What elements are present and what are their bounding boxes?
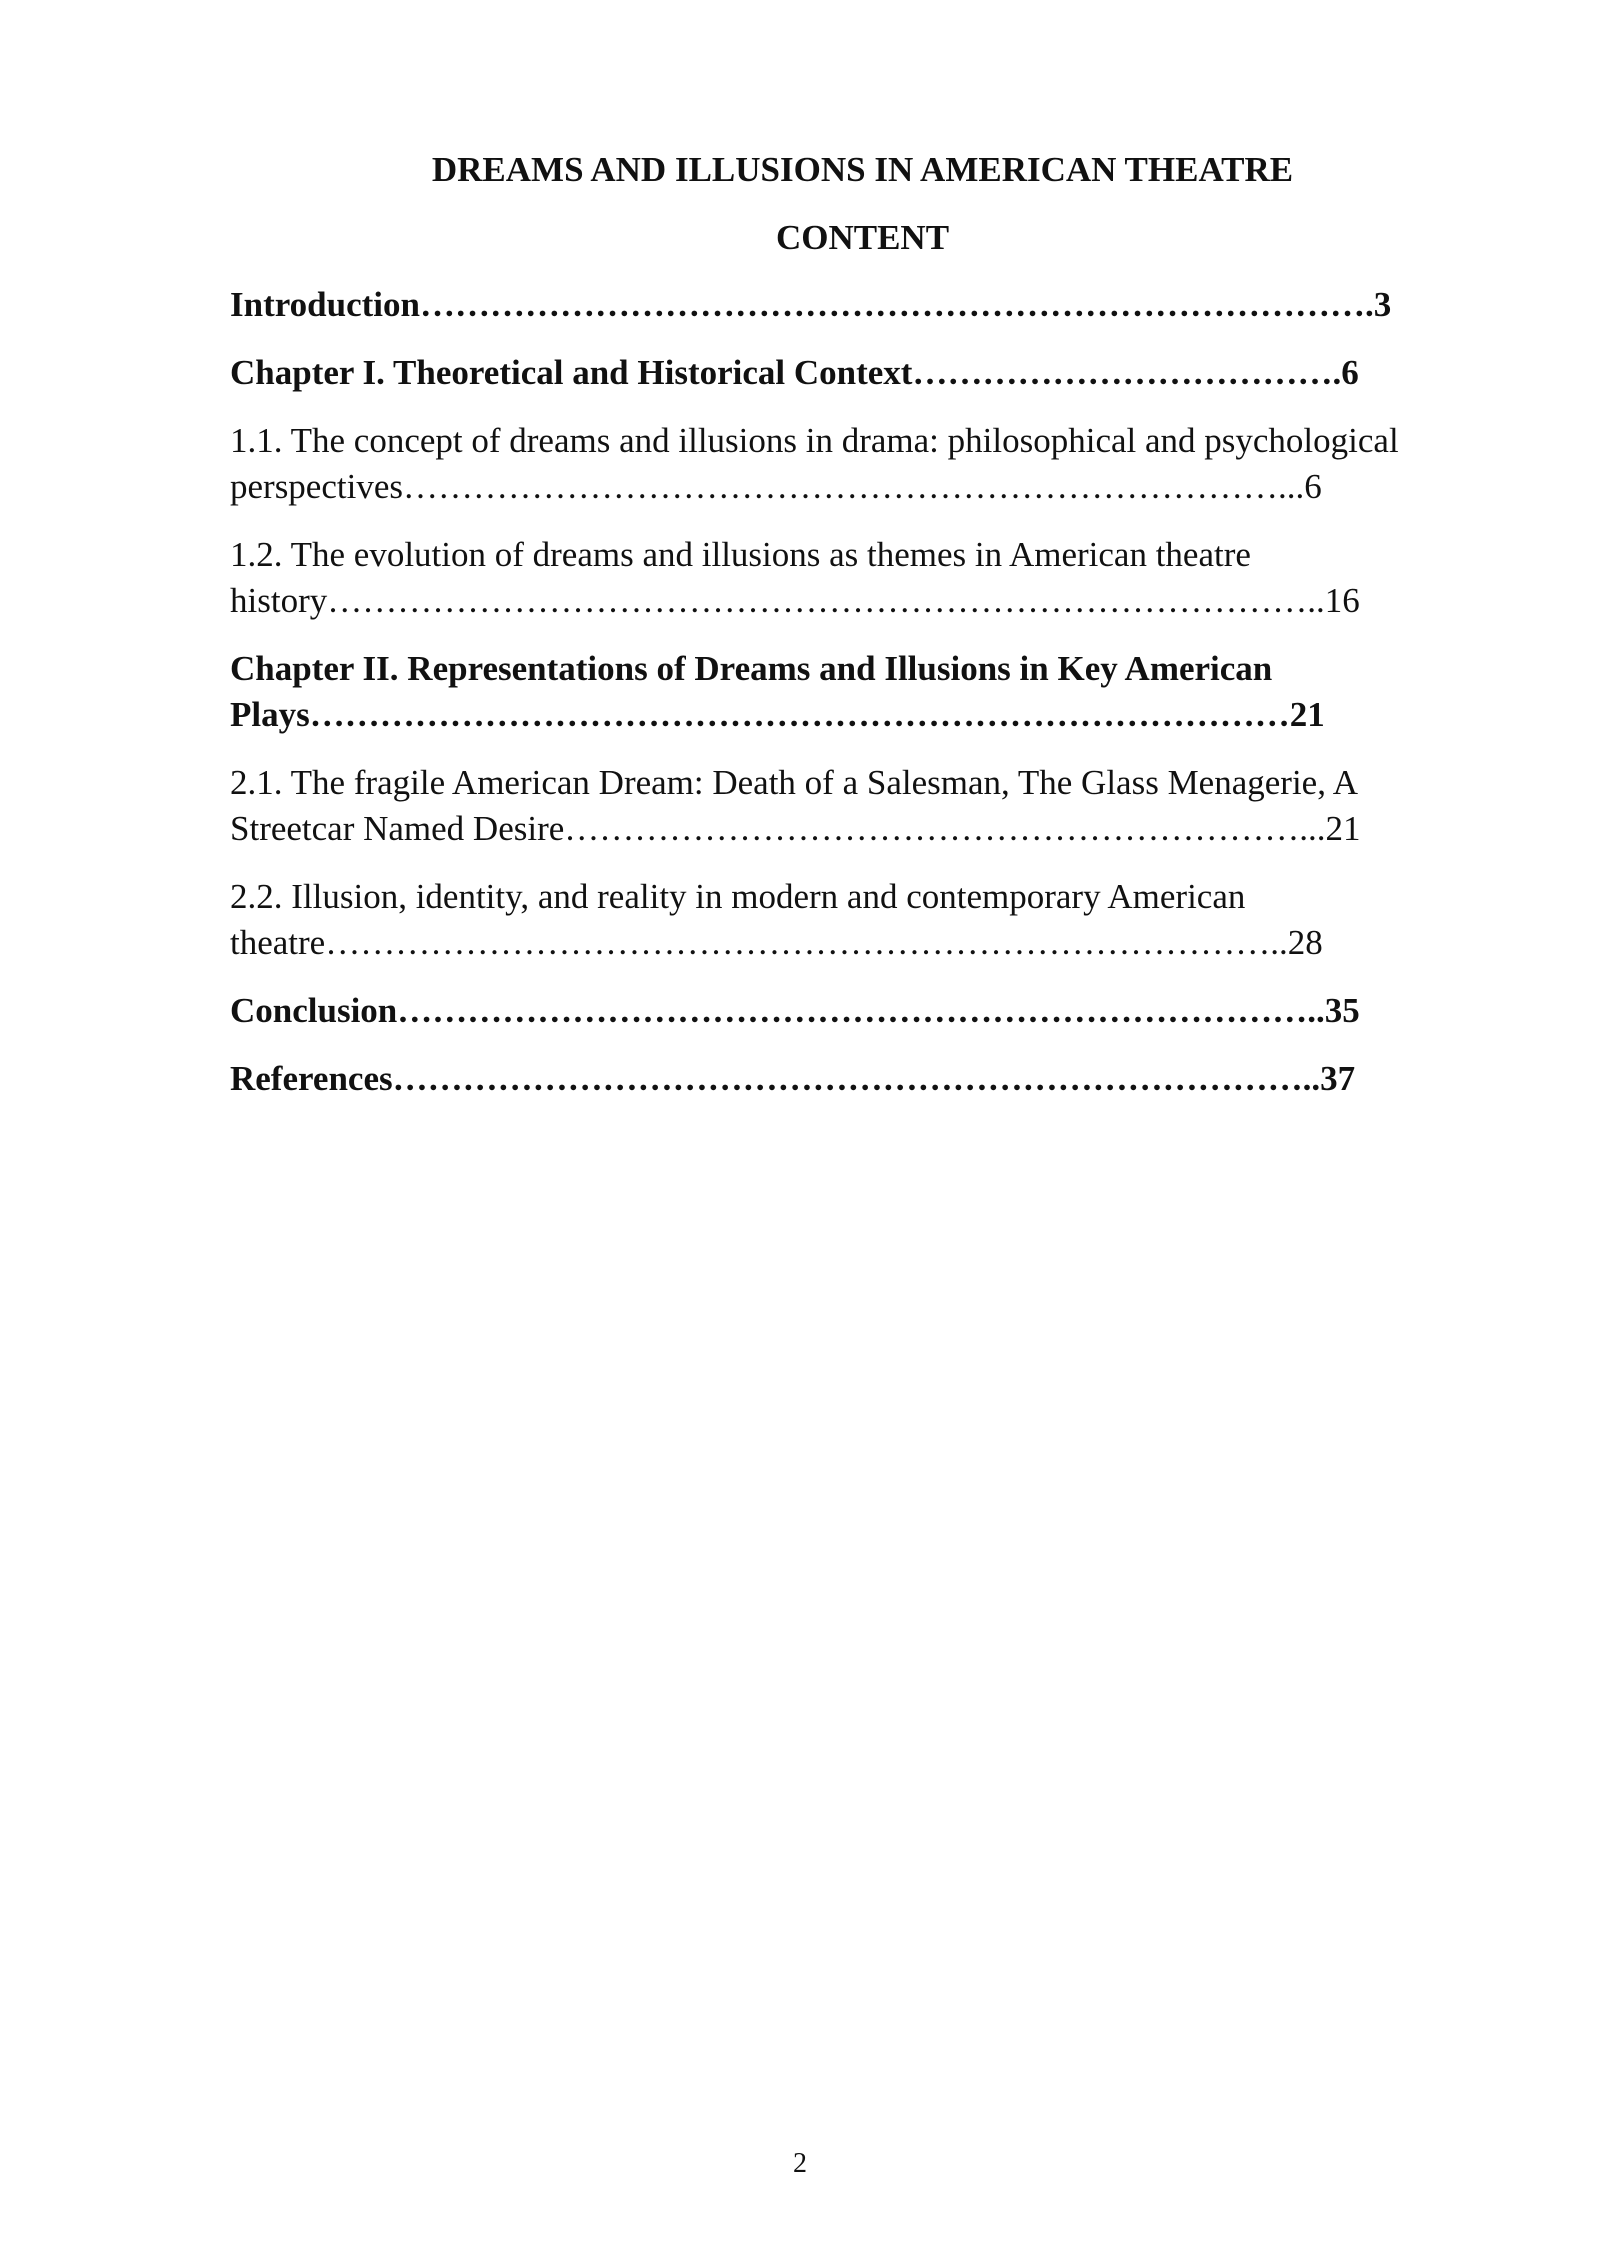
toc-entry-leader-page: theatre………………………………………………………………………..28 (230, 923, 1323, 962)
toc-entry-leader-page: perspectives…………………………………………………………………...6 (230, 467, 1322, 506)
toc-entry-text: Introduction……………………………………………………………………….3 (230, 285, 1392, 324)
toc-entry-title: 1.1. The concept of dreams and illusions in drama: philosophical and psychological (230, 421, 1399, 460)
toc-entry-text: Chapter I. Theoretical and Historical Context……………………………….6 (230, 353, 1359, 392)
document-title: DREAMS AND ILLUSIONS IN AMERICAN THEATRE (431, 150, 1294, 189)
toc-entry-leader-page: Streetcar Named Desire………………………………………………………...21 (230, 809, 1361, 848)
toc-entry-title: 2.2. Illusion, identity, and reality in modern and contemporary American (230, 877, 1246, 916)
toc-entry-section-1-1 (230, 418, 1492, 510)
page-number: 2 (793, 2148, 807, 2179)
toc-entry-leader-page: Plays…………………………………………………………………………21 (230, 695, 1325, 734)
toc-entry-leader-page: history…………………………………………………………………………..16 (230, 581, 1360, 620)
toc-entry-chapter-1 (230, 350, 1492, 396)
toc-entry-title: 1.2. The evolution of dreams and illusions as themes in American theatre (230, 535, 1251, 574)
toc-entry-introduction (230, 282, 1492, 328)
toc-heading: CONTENT (775, 218, 950, 257)
toc-entry-text: References……………………………………………………………………..37 (230, 1059, 1356, 1098)
toc-entry-chapter-2 (230, 646, 1492, 738)
toc-entry-section-2-2 (230, 874, 1492, 966)
toc-entry-section-1-2 (230, 532, 1492, 624)
toc-entry-title: Chapter II. Representations of Dreams and Illusions in Key American (230, 649, 1273, 688)
toc-entry-title: 2.1. The fragile American Dream: Death of a Salesman, The Glass Menagerie, A (230, 763, 1359, 802)
toc-entry-conclusion (230, 988, 1492, 1034)
table-of-contents (230, 282, 1492, 1124)
toc-entry-section-2-1 (230, 760, 1492, 852)
toc-entry-references (230, 1056, 1492, 1102)
toc-entry-text: Conclusion……………………………………………………………………..35 (230, 991, 1360, 1030)
